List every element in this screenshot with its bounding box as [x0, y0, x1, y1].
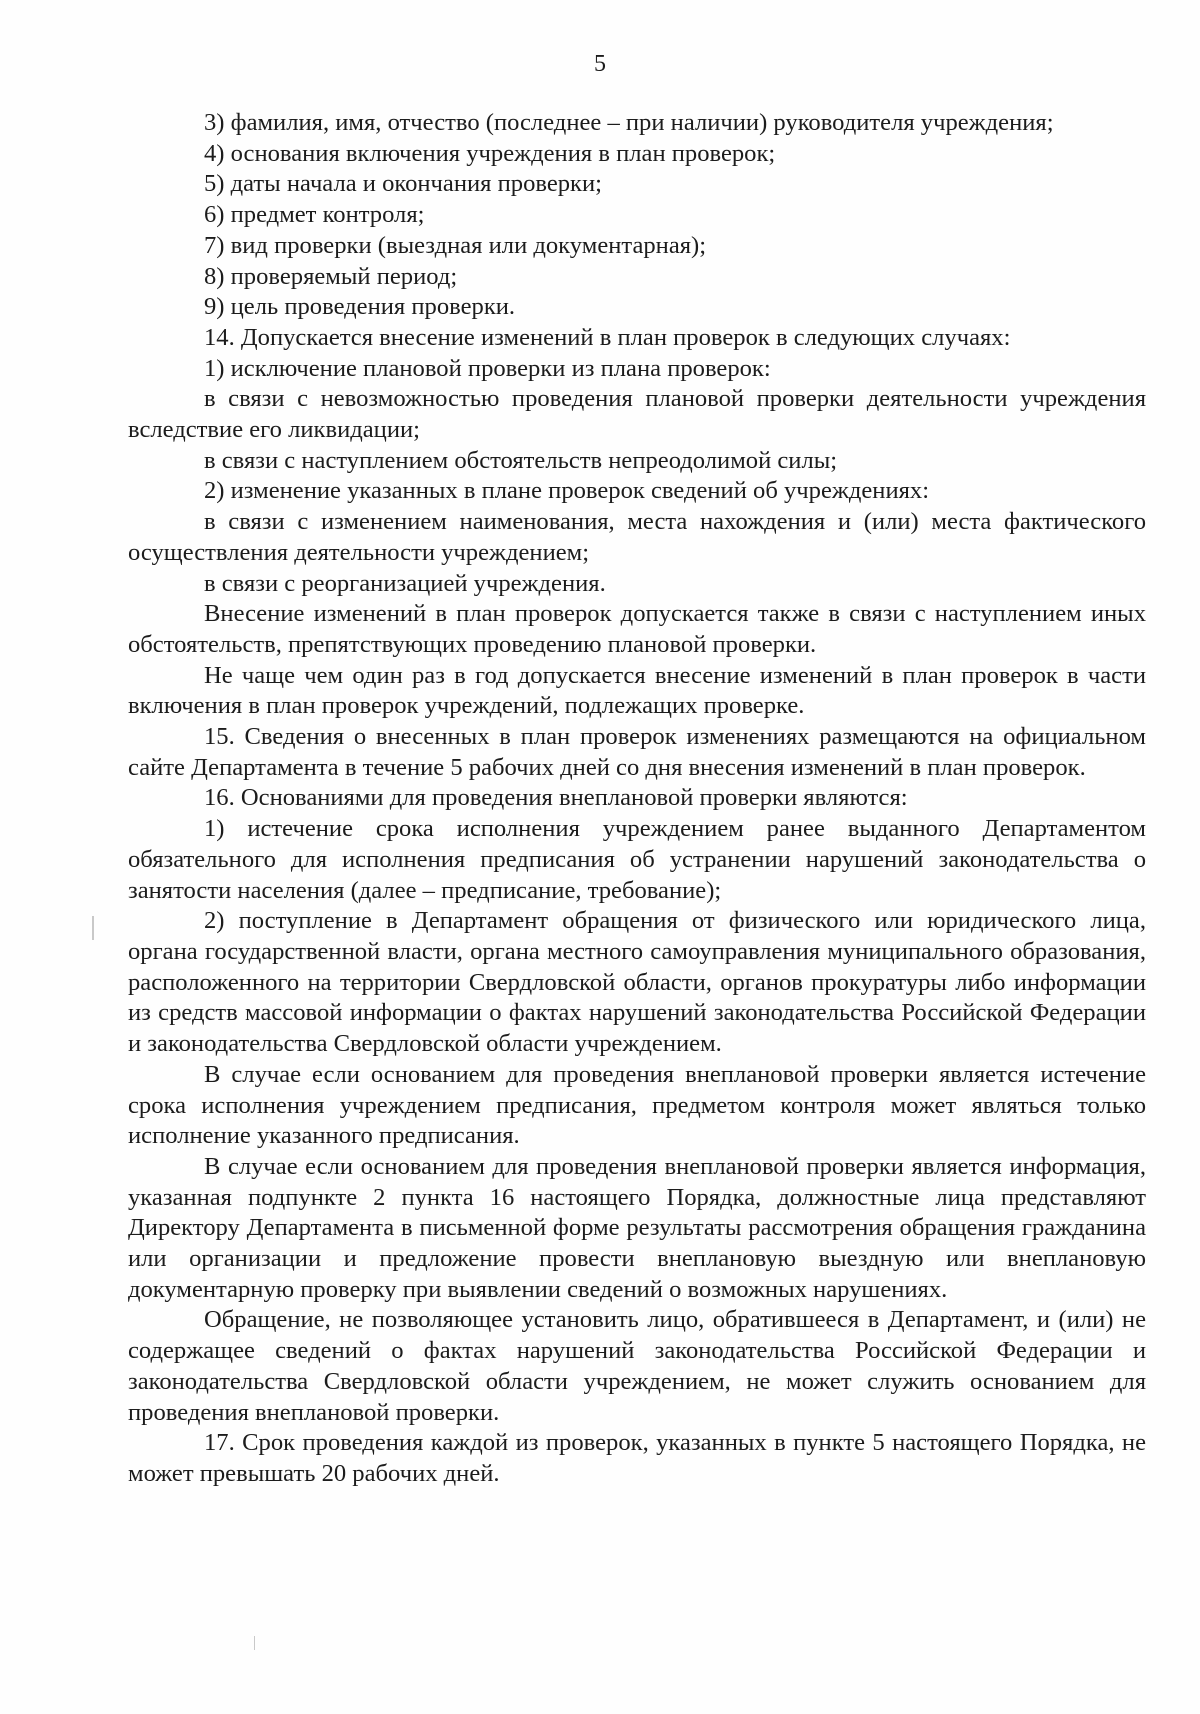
paragraph: 1) исключение плановой проверки из плана проверок:: [204, 354, 771, 382]
paragraph: 1) истечение срока исполнения учреждением ранее выданного Департаментом обязательного для исполнения предписания об устранении нарушений законодательства о занятости населения (далее – предписание, требование);: [128, 815, 1146, 904]
paragraph: 2) изменение указанных в плане проверок сведений об учреждениях:: [204, 477, 930, 505]
paragraph: в связи с изменением наименования, места нахождения и (или) места фактического осуществления деятельности учреждением;: [128, 508, 1146, 566]
paragraph: 15. Сведения о внесенных в план проверок изменениях размещаются на официальном сайте Департамента в течение 5 рабочих дней со дня внесения изменений в план проверок.: [128, 723, 1146, 781]
paragraph: Обращение, не позволяющее установить лицо, обратившееся в Департамент, и (или) не содержащее сведений о фактах нарушений законодательства Российской Федерации и законодательства Свердловской области учреждением, не может служить основанием для проведения внеплановой проверки.: [128, 1306, 1146, 1426]
paragraph: 3) фамилия, имя, отчество (последнее – при наличии) руководителя учреждения;: [204, 109, 1054, 136]
paragraph: в связи с невозможностью проведения плановой проверки деятельности учреждения вследствие его ликвидации;: [128, 385, 1146, 444]
paragraph: В случае если основанием для проведения внеплановой проверки является истечение срока исполнения учреждением предписания, предметом контроля может являться только исполнение указанного предписания.: [128, 1060, 1146, 1150]
paragraph: в связи с реорганизацией учреждения.: [204, 569, 606, 597]
scan-speck: [92, 916, 94, 940]
paragraph: 9) цель проведения проверки.: [204, 293, 516, 321]
paragraph: 6) предмет контроля;: [204, 201, 425, 229]
document-body: [128, 108, 1146, 1490]
paragraph: 2) поступление в Департамент обращения от физического или юридического лица, органа государственной власти, органа местного самоуправления муниципального образования, расположенного на территории Свердловской области, органов прокуратуры либо информации из средств массовой информации о фактах нарушений законодательства Российской Федерации и законодательства Свердловской области учреждением.: [128, 907, 1146, 1058]
paragraph: 5) даты начала и окончания проверки;: [204, 170, 602, 198]
paragraph: Внесение изменений в план проверок допускается также в связи с наступлением иных обстоятельств, препятствующих проведению плановой проверки.: [128, 600, 1146, 658]
paragraph: 17. Срок проведения каждой из проверок, указанных в пункте 5 настоящего Порядка, не может превышать 20 рабочих дней.: [128, 1429, 1146, 1487]
paragraph: 16. Основаниями для проведения внеплановой проверки являются:: [204, 784, 908, 812]
paragraph: в связи с наступлением обстоятельств непреодолимой силы;: [204, 446, 838, 474]
paragraph: Не чаще чем один раз в год допускается внесение изменений в план проверок в части включения в план проверок учреждений, подлежащих проверке.: [128, 661, 1146, 720]
paragraph: 4) основания включения учреждения в план проверок;: [204, 139, 776, 167]
paragraph: 14. Допускается внесение изменений в план проверок в следующих случаях:: [204, 323, 1011, 351]
scan-speck: [254, 1636, 255, 1650]
paragraph: 7) вид проверки (выездная или документарная);: [204, 231, 707, 259]
paragraph: В случае если основанием для проведения внеплановой проверки является информация, указанная подпункте 2 пункта 16 настоящего Порядка, должностные лица представляют Директору Департамента в письменной форме результаты рассмотрения обращения гражданина или организации и предложение провести внеплановую выездную или внеплановую документарную проверку при выявлении сведений о возможных нарушениях.: [128, 1152, 1146, 1303]
page-number: 5: [594, 51, 606, 77]
paragraph: 8) проверяемый период;: [204, 262, 458, 290]
